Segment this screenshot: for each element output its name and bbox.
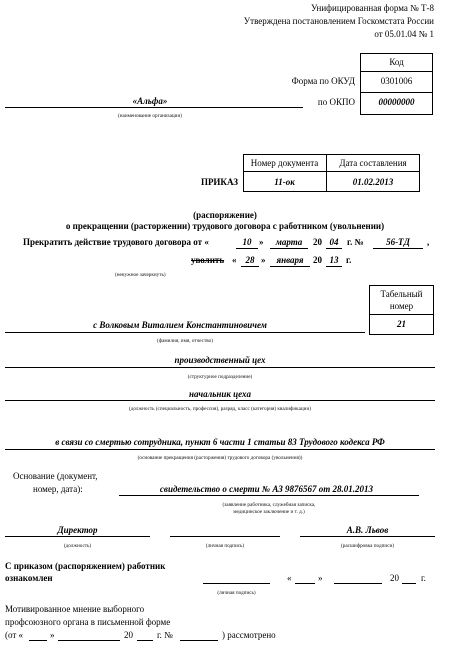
department-caption: (структурное подразделение) [187, 374, 253, 380]
year-prefix: 20 [313, 237, 322, 247]
contract-year: 04 [329, 237, 339, 247]
quote-close: » [259, 237, 264, 247]
union-day-line [29, 640, 47, 641]
dismiss-label: уволить [191, 255, 225, 265]
basis-label-1: Основание (документ, [13, 471, 98, 481]
ack-day-line [295, 583, 315, 584]
organization-caption: (наименование организации) [118, 113, 182, 119]
doc-date-header: Дата составления [339, 158, 407, 168]
tabel-header-2: номер [389, 301, 414, 311]
approval-date-line: от 05.01.04 № 1 [374, 29, 434, 39]
ack-year-line [402, 583, 416, 584]
tabel-number: 21 [397, 319, 406, 329]
okpo-value: 00000000 [378, 97, 415, 107]
basis-caption-1: (заявление работника, служебная записка, [222, 502, 316, 508]
position-value: начальник цеха [189, 389, 251, 399]
year-suffix: г. № [347, 237, 364, 247]
contract-number: 56-ТД [386, 237, 410, 247]
union-line-2: профсоюзного органа в письменной форме [5, 617, 171, 627]
tabel-header-1: Табельный [380, 289, 423, 299]
year-suffix: г. [346, 255, 352, 265]
employee-name: с Волковым Виталием Константиновичем [93, 320, 267, 330]
title-line1: (распоряжение) [193, 210, 257, 220]
contract-month: марта [275, 237, 303, 247]
form-code-line: Унифицированная форма № Т-8 [310, 3, 434, 13]
quote-open: « [287, 573, 292, 583]
quote-close: » [50, 630, 55, 640]
okpo-label: по ОКПО [317, 97, 355, 107]
head-position: Директор [57, 525, 98, 535]
head-position-caption: (должность) [63, 543, 92, 549]
ack-line-1: С приказом (распоряжением) работник [5, 561, 166, 571]
quote-close: » [261, 255, 266, 265]
okud-value: 0301006 [380, 76, 413, 86]
head-name-caption: (расшифровка подписи) [341, 543, 394, 549]
union-considered: ) рассмотрено [222, 630, 276, 640]
head-signature-caption: (личная подпись) [205, 543, 245, 549]
union-line-1: Мотивированное мнение выборного [5, 604, 145, 614]
approval-line: Утверждена постановлением Госкомстата России [243, 16, 434, 26]
ack-month-line [334, 583, 382, 584]
basis-document: свидетельство о смерти № АЗ 9876567 от 28.01.2013 [159, 484, 374, 494]
ack-signature-caption: (личная подпись) [217, 590, 256, 596]
dismiss-year: 13 [329, 255, 339, 265]
basis-caption-2: медицинское заключение и т. д.) [233, 509, 305, 515]
doc-number-header: Номер документа [250, 158, 319, 168]
ack-signature-line [203, 583, 270, 584]
year-suffix: г. № [157, 630, 173, 640]
year-prefix: 20 [124, 630, 133, 640]
year-prefix: 20 [313, 255, 322, 265]
organization-name: «Альфа» [132, 96, 168, 106]
quote-open: « [232, 255, 237, 265]
okud-label: Форма по ОКУД [291, 76, 355, 86]
order-kind: ПРИКАЗ [200, 177, 238, 187]
basis-label-2: номер, дата): [33, 484, 83, 494]
head-signature-line [170, 536, 280, 537]
year-prefix: 20 [390, 573, 399, 583]
union-date-open: (от « [5, 630, 24, 640]
union-month-line [58, 640, 120, 641]
position-caption: (должность (специальность, профессия), разряд, класс (категория) квалификации) [129, 406, 311, 412]
doc-number: 11-ок [274, 177, 295, 187]
terminate-label: Прекратить действие трудового договора от « [23, 237, 209, 247]
doc-date: 01.02.2013 [352, 177, 394, 187]
ack-line-2: ознакомлен [5, 573, 53, 583]
head-name: А.В. Львов [346, 525, 389, 535]
strike-caption: (ненужное зачеркнуть) [115, 272, 166, 278]
title-line2: о прекращении (расторжении) трудового договора с работником (увольнении) [65, 221, 385, 231]
union-number-line [180, 640, 218, 641]
code-header: Код [389, 57, 404, 67]
year-suffix: г. [421, 573, 426, 583]
dismiss-day: 28 [245, 255, 255, 265]
employee-caption: (фамилия, имя, отчество) [157, 338, 213, 344]
termination-ground: в связи со смертью сотрудника, пункт 6 части 1 статьи 83 Трудового кодекса РФ [55, 437, 385, 447]
ground-caption: (основание прекращения (расторжения) трудового договора (увольнения)) [137, 455, 303, 461]
dismiss-month: января [276, 255, 304, 265]
department-value: производственный цех [174, 355, 266, 365]
union-year-line [137, 640, 153, 641]
comma: , [427, 237, 430, 247]
quote-close: » [318, 573, 323, 583]
contract-day: 10 [242, 237, 252, 247]
